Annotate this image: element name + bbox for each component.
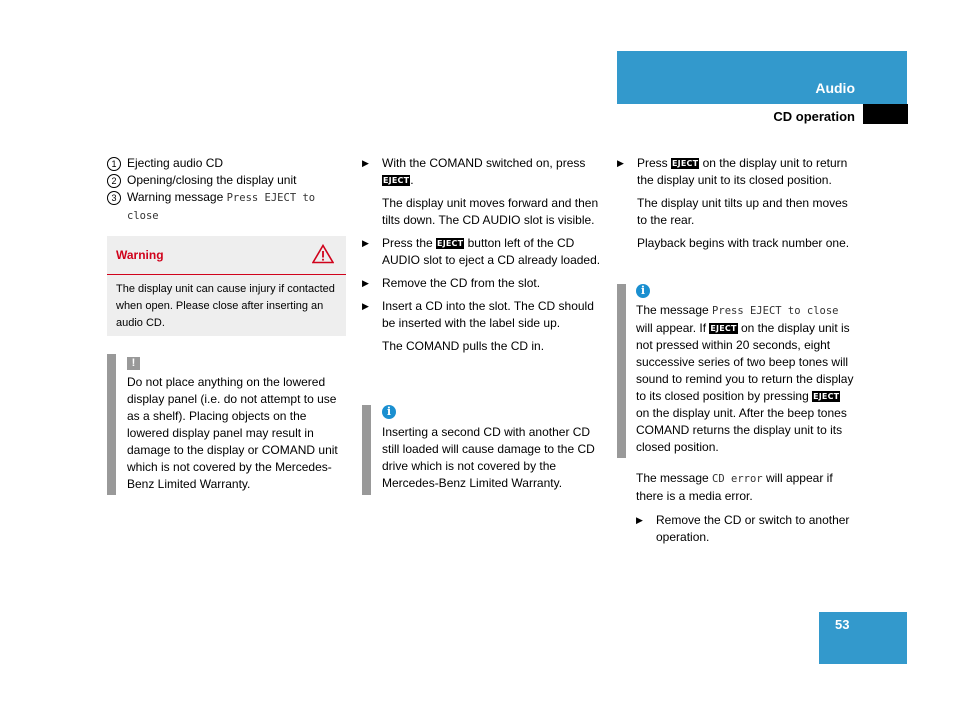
step-item: ▶ Remove the CD or switch to another operation. (636, 513, 850, 544)
eject-key-icon: EJECT (710, 324, 737, 333)
info-icon: i (636, 284, 650, 298)
paragraph: Playback begins with track number one. (637, 236, 850, 250)
section-tab (617, 51, 907, 104)
callout-number: 1 (107, 157, 121, 171)
page-number: 53 (835, 617, 850, 632)
legend-item (107, 189, 347, 225)
note-sidebar (362, 405, 371, 495)
step-arrow-icon: ▶ (362, 301, 369, 311)
step-arrow-icon: ▶ (362, 158, 369, 168)
step-arrow-icon: ▶ (617, 158, 624, 168)
column-3-lower (617, 470, 857, 546)
callout-number: 2 (107, 174, 121, 188)
step-item: ▶ Press the EJECT button left of the CD AUDIO slot to eject a CD already loaded. (362, 236, 601, 267)
step-item: ▶ Insert a CD into the slot. The CD should be inserted with the label side up. (362, 299, 594, 330)
note-sidebar (107, 354, 116, 495)
paragraph: The COMAND pulls the CD in. (382, 339, 545, 353)
warning-label: Warning (116, 248, 164, 262)
info-note (636, 282, 856, 456)
legend-item (107, 172, 347, 189)
info-text: Inserting a second CD with another CD still loaded will cause damage to the CD drive which is not covered by the Mercedes-Benz Limited Warranty. (382, 425, 595, 490)
info-text: The message Press EJECT to close will appear. If EJECT on the display unit is not pressed within 20 seconds, eight successive series of two beep tones will sound to remind you to return the display to its closed position by pressing EJECT on the display unit. After the beep tones COMAND returns the display unit to its closed position. (636, 303, 854, 454)
page-number-tab (819, 612, 907, 664)
eject-key-icon: EJECT (672, 159, 699, 168)
exclamation-icon: ! (127, 357, 140, 370)
legend-text: Opening/closing the display unit (127, 173, 297, 187)
warning-text: The display unit can cause injury if contacted when open. Please close after inserting an audio CD. (116, 283, 335, 329)
legend-item (107, 155, 347, 172)
step-item: ▶ Remove the CD from the slot. (362, 276, 541, 290)
caution-note (127, 354, 347, 493)
paragraph: The display unit tilts up and then moves to the rear. (637, 196, 848, 227)
subsection-title: CD operation (773, 109, 855, 124)
section-title: Audio (815, 80, 855, 96)
warning-box (107, 236, 346, 336)
info-icon: i (382, 405, 396, 419)
eject-key-icon: EJECT (383, 176, 410, 185)
eject-key-icon: EJECT (813, 392, 840, 401)
column-2 (362, 155, 602, 355)
paragraph: The display unit moves forward and then tilts down. The CD AUDIO slot is visible. (382, 196, 599, 227)
info-note (382, 403, 602, 492)
legend-list (107, 155, 347, 225)
warning-header (107, 236, 346, 275)
display-message: CD error (712, 473, 763, 485)
callout-number: 3 (107, 191, 121, 205)
eject-key-icon: EJECT (437, 239, 464, 248)
display-message: Press EJECT to close (127, 192, 316, 222)
legend-text: Ejecting audio CD (127, 156, 224, 170)
column-3 (617, 155, 857, 252)
caution-text: Do not place anything on the lowered display panel (i.e. do not attempt to use as a shelf). Placing objects on the lowered display panel may result in damage to the display or COMAND unit which is not covered by the Mercedes-Benz Limited Warranty. (127, 375, 338, 491)
subsection-marker (863, 104, 908, 124)
step-arrow-icon: ▶ (636, 515, 643, 525)
step-item: ▶ Press EJECT on the display unit to return the display unit to its closed position. (617, 156, 848, 187)
display-message: Press EJECT to close (712, 305, 839, 317)
legend-text: Warning message (127, 190, 227, 204)
warning-triangle-icon (312, 244, 334, 264)
paragraph: The message CD error will appear if there is a media error. (636, 471, 833, 503)
step-arrow-icon: ▶ (362, 238, 369, 248)
step-arrow-icon: ▶ (362, 278, 369, 288)
step-item: ▶ With the COMAND switched on, press EJECT. (362, 156, 586, 187)
note-sidebar (617, 284, 626, 458)
